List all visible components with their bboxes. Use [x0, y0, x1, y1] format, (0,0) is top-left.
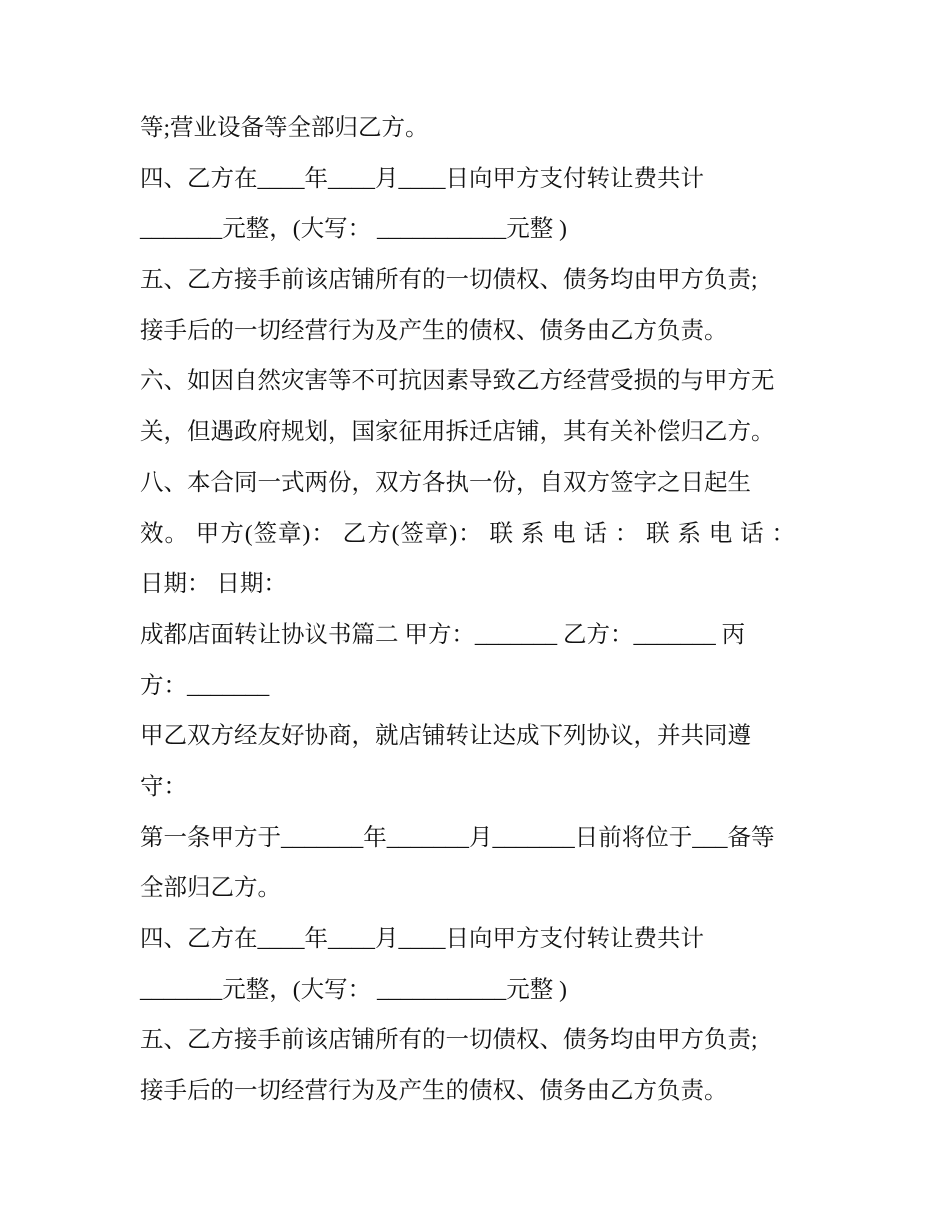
- text-line: 八、本合同一式两份，双方各执一份，自双方签字之日起生: [140, 469, 751, 496]
- text-line: _______元整，(大写： ___________元整 ): [140, 976, 567, 1003]
- text-line: 等;营业设备等全部归乙方。: [140, 115, 429, 141]
- text-line: 守：: [140, 773, 187, 800]
- text-line: 甲乙双方经友好协商，就店铺转让达成下列协议，并共同遵: [140, 723, 751, 750]
- text-line: 五、乙方接手前该店铺所有的一切债权、债务均由甲方负责;: [140, 267, 758, 294]
- text-line: 四、乙方在____年____月____日向甲方支付转让费共计: [140, 926, 704, 952]
- section-title-line: 成都店面转让协议书篇二 甲方：_______ 乙方：_______ 丙: [140, 621, 746, 648]
- text-line: 接手后的一切经营行为及产生的债权、债务由乙方负责。: [140, 317, 728, 344]
- text-line: 全部归乙方。: [140, 875, 281, 902]
- text-line: 五、乙方接手前该店铺所有的一切债权、债务均由甲方负责;: [140, 1027, 758, 1054]
- date-line: 日期： 日期：: [140, 571, 287, 598]
- text-line: 方：_______: [140, 672, 270, 699]
- text-line: 接手后的一切经营行为及产生的债权、债务由乙方负责。: [140, 1078, 728, 1105]
- text-line: 四、乙方在____年____月____日向甲方支付转让费共计: [140, 165, 704, 192]
- document-body: [140, 103, 795, 1117]
- text-line: 第一条甲方于_______年_______月_______日前将位于___备等: [140, 824, 775, 851]
- text-line: 关，但遇政府规划，国家征用拆迁店铺，其有关补偿归乙方。: [140, 419, 775, 446]
- text-line: _______元整，(大写： ___________元整 ): [140, 216, 567, 243]
- text-line: 六、如因自然灾害等不可抗因素导致乙方经营受损的与甲方无: [140, 368, 775, 395]
- signature-line: 效。 甲方(签章)： 乙方(签章)： 联 系 电 话 ： 联 系 电 话 ：: [140, 520, 795, 547]
